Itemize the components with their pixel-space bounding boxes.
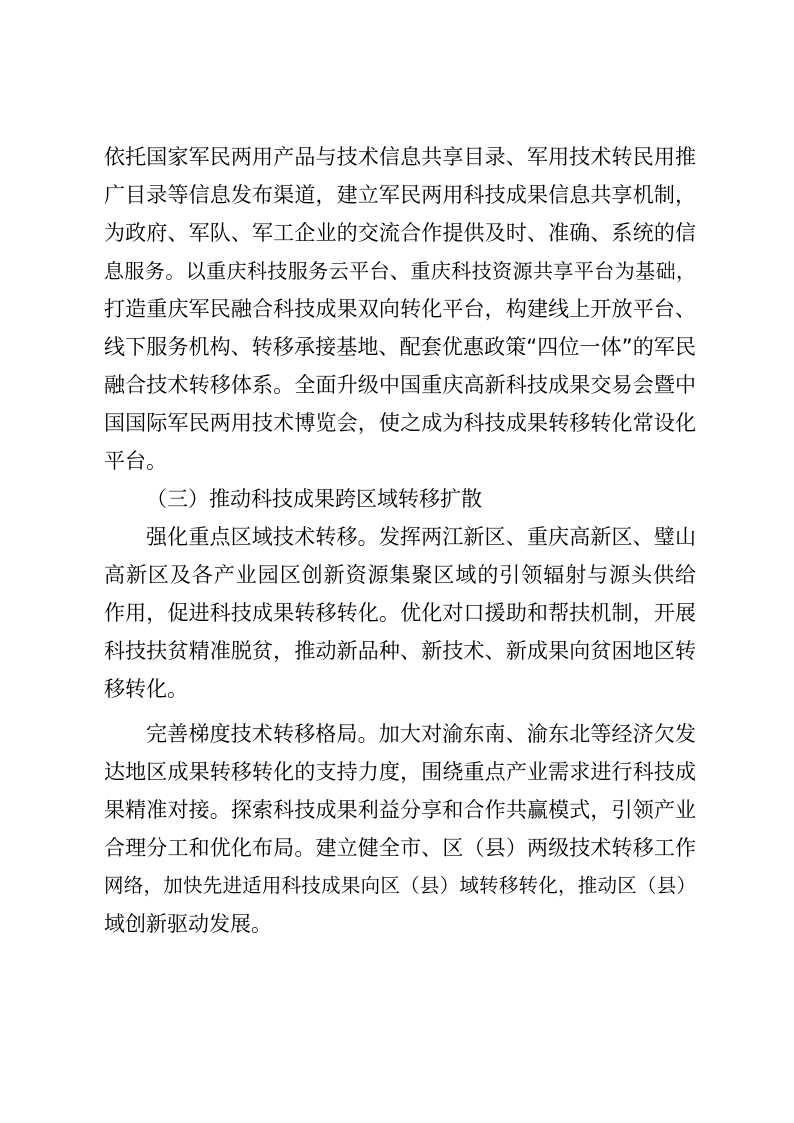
paragraph-1-line-2: 广目录等信息发布渠道，建立军民两用科技成果信息共享机制， [104, 183, 696, 207]
paragraph-1-line-9: 平台。 [104, 449, 167, 473]
paragraph-3-line-6: 域创新驱动发展。 [104, 912, 272, 936]
paragraph-2-line-3: 作用，促进科技成果转移转化。优化对口援助和帮扶机制，开展 [104, 601, 696, 625]
paragraph-3-line-5: 网络，加快先进适用科技成果向区（县）域转移转化，推动区（县） [104, 874, 696, 897]
paragraph-3-line-4: 合理分工和优化布局。建立健全市、区（县）两级技术转移工作 [104, 836, 696, 860]
paragraph-1-line-7: 融合技术转移体系。全面升级中国重庆高新科技成果交易会暨中 [104, 373, 696, 397]
paragraph-2-line-1: 强化重点区域技术转移。发挥两江新区、重庆高新区、璧山 [146, 525, 696, 549]
section-heading: （三）推动科技成果跨区域转移扩散 [146, 487, 482, 511]
paragraph-1-line-1: 依托国家军民两用产品与技术信息共享目录、军用技术转民用推 [104, 145, 696, 169]
paragraph-2-line-5: 移转化。 [104, 677, 188, 701]
paragraph-1-line-8: 国国际军民两用技术博览会，使之成为科技成果转移转化常设化 [104, 411, 696, 435]
paragraph-3-line-1: 完善梯度技术转移格局。加大对渝东南、渝东北等经济欠发 [146, 722, 696, 746]
paragraph-2-line-4: 科技扶贫精准脱贫，推动新品种、新技术、新成果向贫困地区转 [104, 639, 696, 663]
paragraph-3-line-3: 果精准对接。探索科技成果利益分享和合作共赢模式，引领产业 [104, 798, 696, 822]
paragraph-2-line-2: 高新区及各产业园区创新资源集聚区域的引领辐射与源头供给 [104, 563, 696, 587]
paragraph-1-line-3: 为政府、军队、军工企业的交流合作提供及时、准确、系统的信 [104, 221, 696, 245]
paragraph-1-line-5: 打造重庆军民融合科技成果双向转化平台，构建线上开放平台、 [104, 297, 696, 321]
paragraph-1-line-6: 线下服务机构、转移承接基地、配套优惠政策“四位一体”的军民 [104, 335, 696, 359]
paragraph-1-line-4: 息服务。以重庆科技服务云平台、重庆科技资源共享平台为基础， [104, 259, 696, 283]
paragraph-3-line-2: 达地区成果转移转化的支持力度，围绕重点产业需求进行科技成 [104, 760, 696, 784]
